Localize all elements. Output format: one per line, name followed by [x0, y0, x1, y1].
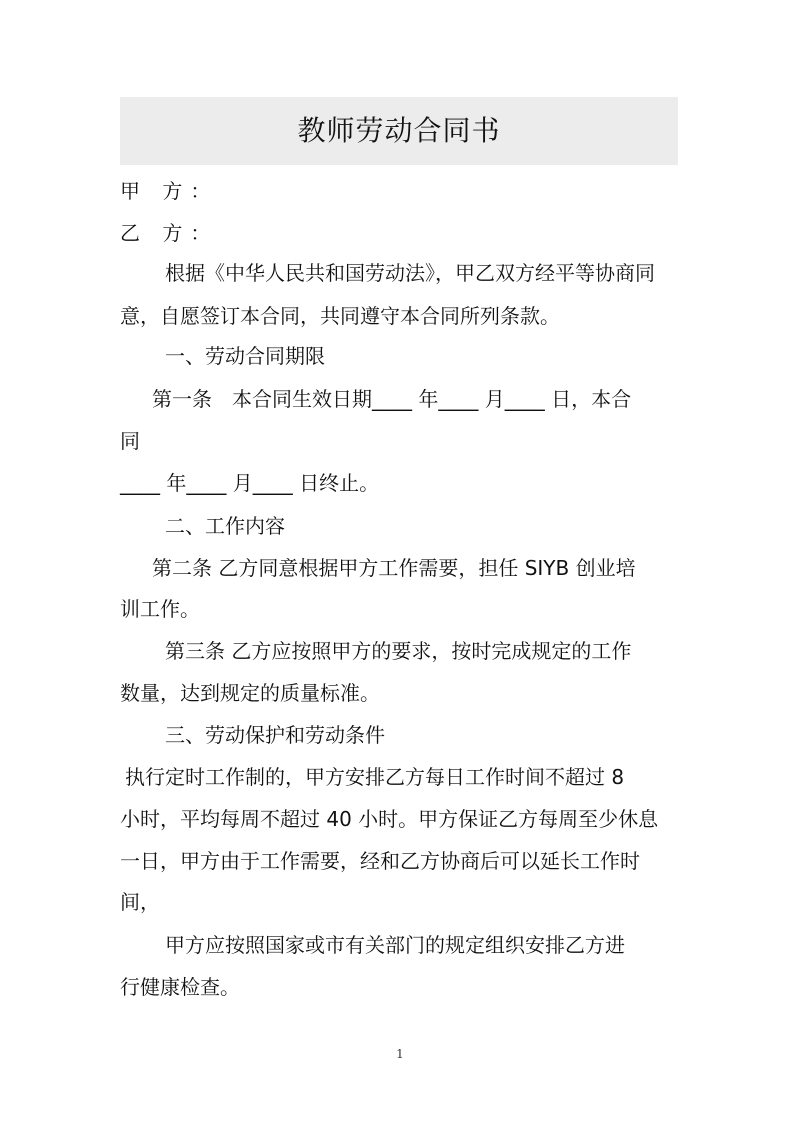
article-line: 训工作。: [120, 597, 200, 621]
article-line: ____ 年____ 月____ 日终止。: [120, 471, 380, 495]
preamble-line: 意，自愿签订本合同，共同遵守本合同所列条款。: [120, 304, 560, 328]
section-heading: 三、劳动保护和劳动条件: [165, 723, 385, 747]
section-heading: 一、劳动合同期限: [165, 344, 325, 368]
article-line: 第二条 乙方同意根据甲方工作需要，担任 SIYB 创业培: [152, 556, 636, 580]
paragraph-line: 间，: [120, 890, 160, 914]
party-a-label: 甲 方：: [120, 179, 219, 203]
preamble-line: 根据《中华人民共和国劳动法》，甲乙双方经平等协商同: [165, 261, 655, 285]
article-line: 第三条 乙方应按照甲方的要求，按时完成规定的工作: [165, 639, 632, 663]
title-band: [120, 97, 678, 165]
paragraph-line: 执行定时工作制的，甲方安排乙方每日工作时间不超过 8: [125, 765, 625, 789]
paragraph-line: 甲方应按照国家或市有关部门的规定组织安排乙方进: [165, 933, 625, 957]
page-number: 1: [396, 1047, 404, 1061]
article-line: 数量，达到规定的质量标准。: [120, 681, 380, 705]
paragraph-line: 小时，平均每周不超过 40 小时。甲方保证乙方每周至少休息: [120, 807, 659, 831]
paragraph-line: 一日，甲方由于工作需要，经和乙方协商后可以延长工作时: [120, 849, 640, 873]
section-heading: 二、工作内容: [165, 514, 285, 538]
party-b-label: 乙 方：: [120, 221, 219, 245]
article-line: 同: [120, 429, 140, 453]
paragraph-line: 行健康检查。: [120, 975, 240, 999]
article-line: 第一条 本合同生效日期____ 年____ 月____ 日，本合: [152, 387, 632, 411]
document-title: 教师劳动合同书: [297, 114, 501, 147]
